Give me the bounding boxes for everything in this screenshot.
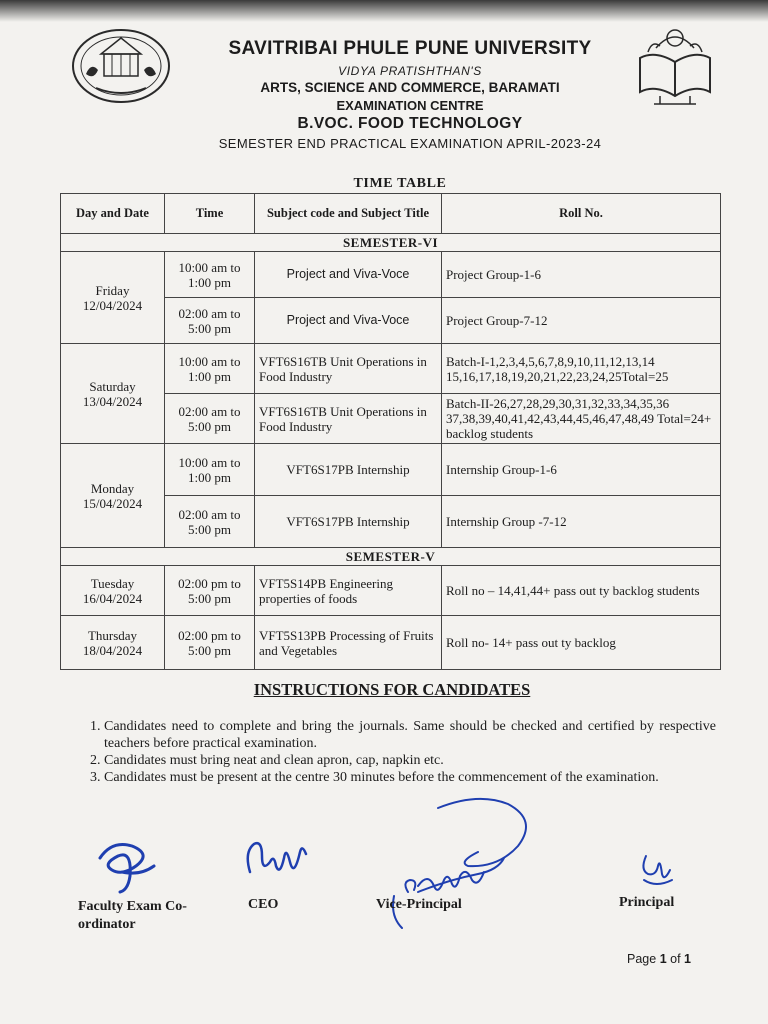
- course-name: B.VOC. FOOD TECHNOLOGY: [297, 115, 523, 132]
- subject-cell: VFT6S16TB Unit Operations in Food Industry: [255, 344, 442, 394]
- time-cell: 02:00 am to 5:00 pm: [165, 394, 255, 444]
- table-row: [61, 616, 721, 670]
- examination-centre: EXAMINATION CENTRE: [336, 98, 484, 113]
- day-date: 12/04/2024: [82, 297, 143, 313]
- principal-label: Principal: [619, 895, 675, 910]
- column-header-subject: Subject code and Subject Title: [255, 194, 442, 234]
- page-current: 1: [659, 952, 667, 966]
- roll-cell: Project Group-7-12: [442, 298, 721, 344]
- roll-cell: Internship Group -7-12: [442, 496, 721, 548]
- day-cell: [61, 344, 165, 444]
- subject-cell: VFT6S17PB Internship: [255, 496, 442, 548]
- page-number: [627, 952, 691, 966]
- subject-cell: VFT5S13PB Processing of Fruits and Vegetables: [255, 616, 442, 670]
- college-name: ARTS, SCIENCE AND COMMERCE, BARAMATI: [260, 80, 560, 95]
- column-header-day: Day and Date: [61, 194, 165, 234]
- list-item: 3. Candidates must be present at the centre 30 minutes before the commencement of the examination.: [104, 769, 716, 786]
- page-of: of: [670, 952, 681, 966]
- page-prefix: Page: [627, 952, 657, 966]
- time-cell: 02:00 am to 5:00 pm: [165, 496, 255, 548]
- time-cell: 02:00 pm to 5:00 pm: [165, 566, 255, 616]
- subject-cell: Project and Viva-Voce: [255, 298, 442, 344]
- time-cell: 02:00 am to 5:00 pm: [165, 298, 255, 344]
- time-cell: 10:00 am to 1:00 pm: [165, 252, 255, 298]
- subject-cell: VFT6S16TB Unit Operations in Food Industry: [255, 394, 442, 444]
- day-name: Saturday: [89, 378, 136, 394]
- day-name: Friday: [95, 282, 130, 298]
- column-header-time: Time: [165, 194, 255, 234]
- subject-cell: VFT6S17PB Internship: [255, 444, 442, 496]
- day-date: 18/04/2024: [82, 642, 143, 658]
- semester-label: SEMESTER-V: [61, 548, 721, 566]
- subject-cell: Project and Viva-Voce: [255, 252, 442, 298]
- list-item: 2. Candidates must bring neat and clean apron, cap, napkin etc.: [104, 752, 716, 769]
- time-cell: 02:00 pm to 5:00 pm: [165, 616, 255, 670]
- timetable: [60, 193, 721, 670]
- page-total: 1: [684, 952, 691, 966]
- roll-cell: Internship Group-1-6: [442, 444, 721, 496]
- day-cell: [61, 444, 165, 548]
- photo-edge-shadow: [0, 0, 768, 22]
- roll-cell: Roll no – 14,41,44+ pass out ty backlog students: [442, 566, 721, 616]
- day-name: Monday: [90, 480, 135, 496]
- instructions-title: INSTRUCTIONS FOR CANDIDATES: [253, 680, 531, 699]
- roll-cell: Project Group-1-6: [442, 252, 721, 298]
- day-cell: [61, 616, 165, 670]
- vice-principal-label: Vice-Principal: [376, 897, 462, 912]
- exam-title: SEMESTER END PRACTICAL EXAMINATION APRIL-2023-24: [218, 136, 602, 151]
- day-cell: [61, 566, 165, 616]
- timetable-heading: TIME TABLE: [353, 176, 447, 191]
- day-cell: [61, 252, 165, 344]
- subject-cell: VFT5S14PB Engineering properties of foods: [255, 566, 442, 616]
- table-row: [61, 252, 721, 298]
- vice-principal-signature: [388, 796, 548, 936]
- list-item: 1. Candidates need to complete and bring the journals. Same should be checked and certified by respective teachers before practical examination.: [104, 718, 716, 752]
- table-row: [61, 344, 721, 394]
- trust-name: VIDYA PRATISHTHAN'S: [338, 64, 482, 78]
- semester-row: [61, 234, 721, 252]
- semester-label: SEMESTER-VI: [61, 234, 721, 252]
- day-date: 15/04/2024: [82, 495, 143, 511]
- table-row: [61, 566, 721, 616]
- semester-row: [61, 548, 721, 566]
- document-header: [150, 38, 670, 151]
- roll-cell: Batch-II-26,27,28,29,30,31,32,33,34,35,36 37,38,39,40,41,42,43,44,45,46,47,48,49 Total=24+ backlog students: [442, 394, 721, 444]
- roll-cell: Roll no- 14+ pass out ty backlog: [442, 616, 721, 670]
- roll-cell: Batch-I-1,2,3,4,5,6,7,8,9,10,11,12,13,14 15,16,17,18,19,20,21,22,23,24,25Total=25: [442, 344, 721, 394]
- ceo-signature: [240, 832, 312, 888]
- time-cell: 10:00 am to 1:00 pm: [165, 344, 255, 394]
- day-name: Thursday: [87, 627, 138, 643]
- day-name: Tuesday: [90, 575, 135, 591]
- column-header-roll: Roll No.: [442, 194, 721, 234]
- faculty-signature: [92, 836, 162, 896]
- table-row: [61, 444, 721, 496]
- time-cell: 10:00 am to 1:00 pm: [165, 444, 255, 496]
- principal-signature: [636, 850, 676, 892]
- university-name: SAVITRIBAI PHULE PUNE UNIVERSITY: [228, 38, 592, 59]
- table-header-row: [61, 194, 721, 234]
- day-date: 13/04/2024: [82, 393, 143, 409]
- instructions-list: [84, 718, 716, 786]
- day-date: 16/04/2024: [82, 590, 143, 606]
- faculty-exam-coordinator-label: Faculty Exam Co-ordinator: [78, 899, 187, 932]
- ceo-label: CEO: [248, 897, 279, 912]
